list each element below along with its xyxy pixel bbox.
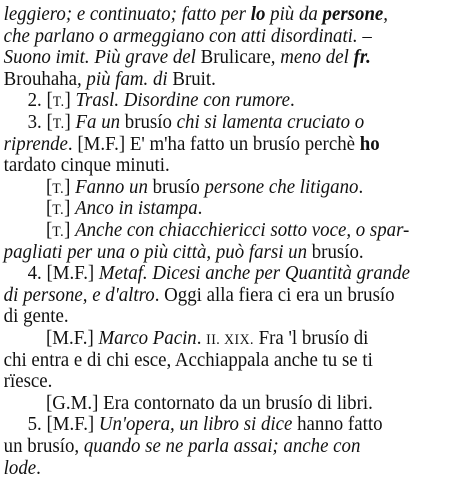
text-line [4,242,364,263]
text-segment: Anco in istampa [75,197,198,220]
text-segment: Un'opera, un libro si dice [98,413,293,436]
text-line [28,90,295,111]
text-segment: . [358,240,364,263]
text-line [46,328,368,349]
text-segment: Fanno un [75,175,153,198]
text-line [46,220,409,241]
text-segment: leggiero [3,3,66,25]
text-segment: chi si lamenta cruciato o [171,111,365,133]
text-segment: brusío [124,111,172,133]
text-segment: T. [52,180,65,197]
text-line [4,26,372,47]
text-segment: , meno del [270,46,354,69]
text-segment: ] [64,175,76,198]
text-segment: rïesce. [3,370,53,393]
text-line [4,134,380,155]
text-segment: tardato cinque minuti. [3,154,170,177]
text-segment: Brouhaha [3,67,78,90]
text-segment: [ [46,219,53,241]
text-segment: Suono imit. Più grave del [3,46,201,69]
text-segment: Anche con chiacchiericci sotto voce, o spar- [75,219,410,241]
text-segment: 4. [M.F.] [27,262,99,285]
text-line [46,393,373,414]
text-segment: . [289,89,295,112]
text-segment: Marco Pacin [98,327,197,349]
text-segment: ] [64,219,76,241]
text-segment: . [211,67,216,90]
text-segment: Trasl. Disordine con rumore [75,89,290,112]
text-segment: ] [64,197,76,220]
text-segment: , [383,3,389,25]
text-segment: , più fam. di [77,67,173,90]
text-line [4,436,361,457]
text-segment: II. XIX. [206,332,254,348]
text-line [46,198,202,219]
text-segment: ] [64,111,76,133]
text-segment: chi entra e di chi esce, Acchiappala anche tu se ti [3,348,373,371]
text-segment: Brulicare [200,46,271,69]
text-segment: un brusío, [3,435,84,457]
text-segment: riprende [3,132,68,155]
text-segment: Bruit [172,67,212,90]
text-line [28,414,383,435]
text-line [4,47,371,68]
text-segment: T. [52,224,65,240]
text-line [4,458,41,479]
text-segment: Metaf. Dicesi anche per Quantità grande [98,262,411,285]
text-segment: . Oggi alla fiera ci era un brusío [154,283,395,306]
text-segment: . [196,327,207,349]
text-segment: pagliati per una o più città, può farsi un [3,240,312,263]
text-segment: lode [3,456,37,479]
text-segment: di persone, e d'altro [3,283,155,306]
text-segment: ] [64,89,76,112]
text-line [4,69,216,90]
text-segment: 5. [M.F.] [27,413,99,436]
text-segment: 2. [ [27,89,53,112]
text-segment: fr. [353,46,371,69]
text-segment: che parlano o armeggiano con atti disordinati. – [3,24,372,47]
text-segment: [M.F.] [46,327,99,349]
text-line [4,285,395,306]
text-line [46,177,363,198]
text-segment: di gente. [3,305,69,328]
text-segment: persone che litigano [199,175,359,198]
text-segment: ho [359,132,380,155]
text-segment: Fa un [75,111,125,133]
text-line [28,263,410,284]
text-segment: 3. [ [27,111,53,133]
text-line [4,155,170,176]
text-line [4,350,373,371]
text-segment: ; e continuato; fatto per [65,3,251,25]
text-segment: brusío [152,175,200,198]
text-segment: . [M.F.] E' m'ha fatto un brusío perchè [67,132,360,155]
text-segment: T. [52,94,65,111]
text-segment: . [197,197,203,220]
text-segment: hanno fatto [292,413,383,436]
text-line [4,371,53,392]
text-line [28,112,365,133]
text-segment: [ [46,175,53,198]
text-segment: . [358,175,364,198]
text-segment: più da [265,3,323,25]
text-line [4,306,69,327]
text-segment: lo [250,3,266,25]
text-segment: [G.M.] Era contornato da un brusío di libri. [46,391,373,414]
text-segment: T. [52,116,65,132]
text-segment: persone [322,3,384,25]
text-line [4,4,388,25]
text-segment: [ [46,197,53,220]
text-segment: . [36,456,41,479]
text-segment: quando se ne parla assai; anche con [83,435,361,457]
text-segment: brusío [311,240,359,263]
text-segment: T. [52,202,65,219]
text-segment: Fra 'l brusío di [253,327,369,349]
